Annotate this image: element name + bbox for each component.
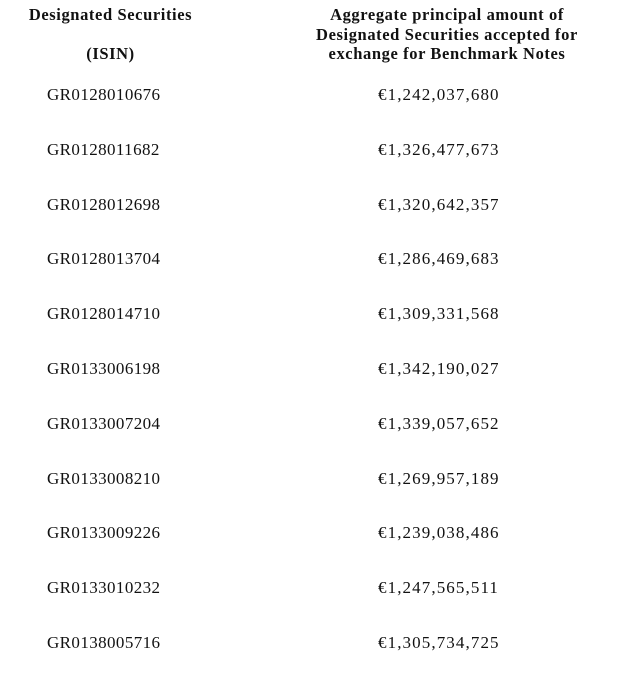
column-header-isin-line2: (ISIN) [86, 44, 135, 63]
amount-cell: €1,342,190,027 [378, 358, 500, 378]
column-header-amount [278, 5, 616, 64]
table-row [0, 358, 643, 413]
amount-cell: €1,305,734,725 [378, 632, 500, 652]
securities-table-body [0, 84, 643, 687]
isin-cell: GR0128013704 [47, 249, 161, 269]
isin-cell: GR0128014710 [47, 304, 161, 324]
amount-cell: €1,286,469,683 [378, 249, 500, 269]
table-row [0, 303, 643, 358]
isin-cell: GR0133007204 [47, 413, 161, 433]
column-header-amount-line3: exchange for Benchmark Notes [328, 44, 566, 63]
amount-cell: €1,320,642,357 [378, 194, 500, 214]
table-row [0, 632, 643, 687]
column-header-isin [8, 4, 213, 64]
column-header-amount-line1: Aggregate principal amount of [330, 5, 564, 24]
table-row [0, 468, 643, 523]
amount-cell: €1,269,957,189 [378, 468, 500, 488]
table-row [0, 577, 643, 632]
amount-cell: €1,239,038,486 [378, 523, 500, 543]
isin-cell: GR0128011682 [47, 139, 160, 159]
column-header-isin-line1: Designated Securities [28, 5, 193, 24]
isin-cell: GR0133010232 [47, 578, 161, 598]
column-header-amount-line2: Designated Securities accepted for [316, 24, 578, 44]
amount-cell: €1,339,057,652 [378, 413, 500, 433]
isin-cell: GR0138005716 [47, 632, 161, 652]
isin-cell: GR0133008210 [47, 468, 161, 488]
isin-cell: GR0133006198 [47, 358, 161, 378]
table-row [0, 522, 643, 577]
table-row [0, 413, 643, 468]
amount-cell: €1,247,565,511 [378, 578, 500, 598]
table-row [0, 194, 643, 249]
amount-cell: €1,242,037,680 [378, 85, 500, 104]
amount-cell: €1,309,331,568 [378, 304, 500, 324]
amount-cell: €1,326,477,673 [378, 139, 500, 159]
table-row [0, 84, 643, 139]
table-row [0, 248, 643, 303]
isin-cell: GR0133009226 [47, 523, 161, 543]
isin-cell: GR0128012698 [47, 194, 161, 214]
table-row [0, 139, 643, 194]
isin-cell: GR0128010676 [47, 85, 161, 104]
